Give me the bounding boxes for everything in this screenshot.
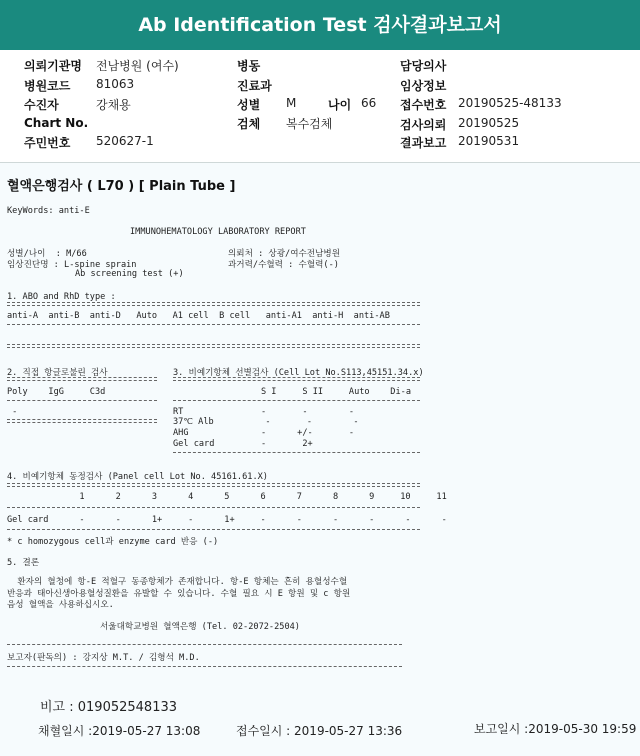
report-title: 혈액은행검사 ( L70 ) [ Plain Tube ]	[7, 179, 236, 194]
age-label: 나이	[328, 98, 352, 112]
hospital-code-value: 81063	[96, 77, 135, 91]
screening-row-gel: Gel card - 2+	[173, 439, 313, 449]
conclusion-line-1: 환자의 혈청에 항-E 적혈구 동종항체가 존재합니다. 항-E 항체는 흔히 용혈성수혈	[7, 577, 348, 587]
sex-age-line: 성별/나이 : M/66	[7, 249, 87, 259]
sex-label: 성별	[237, 98, 261, 112]
patient-name-label: 수진자	[24, 98, 59, 112]
receipt-no-label: 접수번호	[400, 98, 447, 112]
keywords-text: KeyWords: anti-E	[7, 206, 90, 216]
screening-row-rt: RT - - -	[173, 407, 355, 417]
sex-value: M	[286, 96, 297, 110]
reported-datetime: 보고일시 :2019-05-30 19:59	[474, 722, 637, 736]
conclusion-line-3: 음성 혈액을 사용하십시오.	[7, 600, 114, 610]
section2-title: 2. 직접 항글로불린 검사	[7, 368, 108, 378]
age-value: 66	[361, 96, 377, 110]
collected-datetime: 채혈일시 :2019-05-27 13:08	[38, 724, 201, 738]
screening-row-ahg: AHG - +/- -	[173, 428, 355, 438]
screening-row-alb: 37℃ Alb - - -	[173, 417, 359, 427]
history-line: 과거력/수혈력 : 수혈력(-)	[228, 260, 339, 270]
divider	[173, 452, 420, 453]
diagnosis-line: 임상진단명 : L-spine sprain	[7, 260, 137, 270]
doctor-label: 담당의사	[400, 59, 447, 73]
divider	[7, 666, 402, 667]
hospital-code-label: 병원코드	[24, 79, 71, 93]
report-banner-title: Ab Identification Test 검사결과보고서	[0, 0, 640, 50]
memo-text: 비고 : 019052548133	[40, 700, 178, 715]
section4-title: 4. 비예기항체 동정검사 (Panel cell Lot No. 45161.61.X)	[7, 472, 268, 482]
requester-line: 의뢰처 : 상광/여수전남병원	[228, 249, 341, 259]
abo-columns: anti-A anti-B anti-D Auto A1 cell B cell anti-A1 anti-H anti-AB	[7, 311, 390, 321]
divider	[7, 344, 420, 348]
specimen-value: 복수검체	[286, 117, 333, 131]
request-date-value: 20190525	[458, 116, 520, 130]
divider	[173, 400, 420, 401]
section3-title: 3. 비예기항체 선별검사 (Cell Lot No.S113,45151.34.x)	[173, 368, 424, 378]
divider	[7, 483, 420, 487]
panel-cell-numbers: 1 2 3 4 5 6 7 8 9 10 11	[7, 492, 447, 502]
divider	[7, 507, 420, 508]
patient-name-value: 강채용	[96, 98, 131, 112]
receipt-no-value: 20190525-48133	[458, 96, 562, 110]
divider	[7, 302, 420, 306]
screening-line: Ab screening test (+)	[75, 269, 184, 279]
report-date-value: 20190531	[458, 134, 520, 148]
screening-columns: S I S II Auto Di-a	[173, 387, 411, 397]
divider	[7, 644, 402, 645]
clinical-info-label: 임상정보	[400, 79, 447, 93]
divider	[7, 529, 420, 530]
report-heading: IMMUNOHEMATOLOGY LABORATORY REPORT	[130, 227, 306, 237]
divider	[7, 377, 157, 381]
institution-contact: 서울대학교병원 혈액은행 (Tel. 02-2072-2504)	[100, 622, 300, 632]
resident-no-value: 520627-1	[96, 134, 154, 148]
divider	[7, 400, 157, 401]
panel-gel-row: Gel card - - 1+ - 1+ - - - - - -	[7, 515, 447, 525]
institution-value: 전남병원 (여수)	[96, 59, 179, 73]
report-date-label: 결과보고	[400, 136, 447, 150]
request-date-label: 검사의뢰	[400, 118, 447, 132]
specimen-label: 검체	[237, 117, 261, 131]
dat-columns: Poly IgG C3d	[7, 387, 106, 397]
panel-note: * c homozygous cell과 enzyme card 반응 (-)	[7, 537, 219, 547]
institution-label: 의뢰기관명	[24, 59, 82, 73]
divider	[7, 419, 157, 423]
divider	[173, 377, 420, 381]
received-datetime: 접수일시 : 2019-05-27 13:36	[236, 724, 403, 738]
reporter-line: 보고자(판독의) : 강지상 M.T. / 김형석 M.D.	[7, 653, 200, 663]
section5-title: 5. 결론	[7, 558, 40, 568]
department-label: 진료과	[237, 79, 272, 93]
chart-no-label: Chart No.	[24, 116, 89, 130]
conclusion-line-2: 반응과 태아신생아용혈성질환을 유발할 수 있습니다. 수혈 필요 시 E 항원 및 c 항원	[7, 589, 351, 599]
divider	[7, 324, 420, 325]
section1-title: 1. ABO and RhD type :	[7, 292, 116, 302]
resident-no-label: 주민번호	[24, 136, 71, 150]
dat-result: -	[7, 407, 18, 417]
ward-label: 병동	[237, 59, 261, 73]
